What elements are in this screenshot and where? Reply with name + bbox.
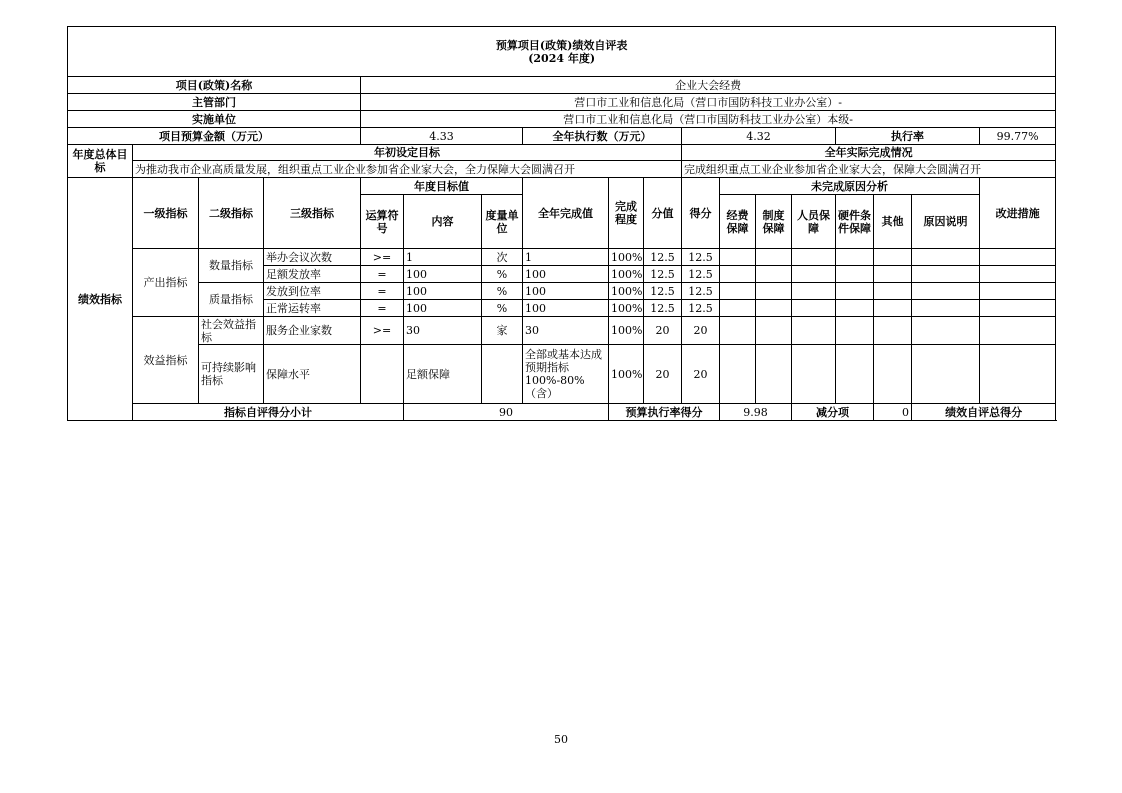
header-content: 内容 [404, 195, 482, 249]
indicator-name: 举办会议次数 [264, 249, 361, 266]
indicator-name: 发放到位率 [264, 283, 361, 300]
budget-value: 4.33 [361, 128, 523, 145]
indicator-degree: 100% [609, 317, 644, 345]
indicator-score: 20 [682, 317, 720, 345]
indicator-operator: = [361, 300, 404, 317]
project-name-label: 项目(政策)名称 [68, 77, 361, 94]
header-level3: 三级指标 [264, 178, 361, 249]
indicator-name: 足额发放率 [264, 266, 361, 283]
header-degree: 完成程度 [609, 178, 644, 249]
indicator-operator: = [361, 283, 404, 300]
header-unfinished: 未完成原因分析 [720, 178, 980, 195]
indicator-content: 30 [404, 317, 482, 345]
form-title-line1: 预算项目(政策)绩效自评表 [495, 38, 628, 52]
indicator-degree: 100% [609, 249, 644, 266]
group-quality: 质量指标 [199, 283, 264, 317]
indicator-name: 服务企业家数 [264, 317, 361, 345]
subtotal-value: 90 [404, 404, 609, 421]
indicator-score: 12.5 [682, 249, 720, 266]
indicator-degree: 100% [609, 283, 644, 300]
group-quantity: 数量指标 [199, 249, 264, 283]
header-score: 得分 [682, 178, 720, 249]
indicator-content: 100 [404, 266, 482, 283]
rate-label: 执行率 [836, 128, 980, 145]
budget-rate-value: 9.98 [720, 404, 792, 421]
indicator-degree: 100% [609, 345, 644, 404]
dept-label: 主管部门 [68, 94, 361, 111]
indicator-score: 12.5 [682, 266, 720, 283]
indicator-content: 100 [404, 283, 482, 300]
goal-initial-header: 年初设定目标 [133, 145, 682, 161]
goal-initial-text: 为推动我市企业高质量发展，组织重点工业企业参加省企业家大会，全力保障大会圆满召开 [133, 161, 682, 178]
indicator-content: 1 [404, 249, 482, 266]
budget-label: 项目预算金额（万元） [68, 128, 361, 145]
indicator-score: 20 [682, 345, 720, 404]
unit-label: 实施单位 [68, 111, 361, 128]
header-operator: 运算符号 [361, 195, 404, 249]
exec-value: 4.32 [682, 128, 836, 145]
rate-value: 99.77% [980, 128, 1056, 145]
header-reason-other: 其他 [874, 195, 912, 249]
header-score-value: 分值 [644, 178, 682, 249]
form-title-line2: (2024 年度) [528, 51, 596, 65]
group-sustain: 可持续影响指标 [199, 345, 264, 404]
group-output: 产出指标 [133, 249, 199, 317]
indicator-name: 保障水平 [264, 345, 361, 404]
indicator-operator: >= [361, 249, 404, 266]
header-improve: 改进措施 [980, 178, 1056, 249]
indicator-completed: 30 [523, 317, 609, 345]
unit-value: 营口市工业和信息化局（营口市国防科技工业办公室）本级- [361, 111, 1056, 128]
goal-label: 年度总体目标 [68, 145, 133, 178]
header-level1: 一级指标 [133, 178, 199, 249]
header-reason-note: 原因说明 [912, 195, 980, 249]
indicator-unit: % [482, 266, 523, 283]
indicator-score: 12.5 [682, 283, 720, 300]
indicator-operator [361, 345, 404, 404]
indicator-unit [482, 345, 523, 404]
project-name-value: 企业大会经费 [361, 77, 1056, 94]
indicator-score: 12.5 [682, 300, 720, 317]
indicator-score-value: 12.5 [644, 300, 682, 317]
indicator-operator: = [361, 266, 404, 283]
indicator-score-value: 12.5 [644, 249, 682, 266]
indicator-content: 100 [404, 300, 482, 317]
form-title [68, 27, 1056, 77]
indicator-completed: 全部或基本达成预期指标100%-80%（含） [523, 345, 609, 404]
header-reason-fund: 经费保障 [720, 195, 756, 249]
indicator-completed: 1 [523, 249, 609, 266]
goal-actual-text: 完成组织重点工业企业参加省企业家大会，保障大会圆满召开 [682, 161, 1056, 178]
indicator-score-value: 20 [644, 317, 682, 345]
indicator-unit: % [482, 283, 523, 300]
deduct-value: 0 [874, 404, 912, 421]
indicator-score-value: 12.5 [644, 283, 682, 300]
page-number: 50 [554, 733, 568, 746]
indicator-completed: 100 [523, 283, 609, 300]
subtotal-label: 指标自评得分小计 [133, 404, 404, 421]
goal-actual-header: 全年实际完成情况 [682, 145, 1056, 161]
dept-value: 营口市工业和信息化局（营口市国防科技工业办公室）- [361, 94, 1056, 111]
indicator-unit: 家 [482, 317, 523, 345]
exec-label: 全年执行数（万元） [523, 128, 682, 145]
indicator-unit: 次 [482, 249, 523, 266]
group-benefit: 效益指标 [133, 317, 199, 404]
header-reason-hardware: 硬件条件保障 [836, 195, 874, 249]
indicator-degree: 100% [609, 266, 644, 283]
indicators-section-label: 绩效指标 [68, 178, 133, 421]
indicator-content: 足额保障 [404, 345, 482, 404]
header-unit: 度量单位 [482, 195, 523, 249]
indicator-name: 正常运转率 [264, 300, 361, 317]
header-reason-staff: 人员保障 [792, 195, 836, 249]
deduct-label: 减分项 [792, 404, 874, 421]
indicator-operator: >= [361, 317, 404, 345]
header-level2: 二级指标 [199, 178, 264, 249]
header-annual-target: 年度目标值 [361, 178, 523, 195]
self-evaluation-form [67, 26, 1056, 421]
total-label: 绩效自评总得分 [912, 404, 1056, 421]
indicator-completed: 100 [523, 300, 609, 317]
header-reason-system: 制度保障 [756, 195, 792, 249]
indicator-unit: % [482, 300, 523, 317]
budget-rate-label: 预算执行率得分 [609, 404, 720, 421]
header-completed: 全年完成值 [523, 178, 609, 249]
indicator-score-value: 12.5 [644, 266, 682, 283]
indicator-completed: 100 [523, 266, 609, 283]
group-social: 社会效益指标 [199, 317, 264, 345]
indicator-degree: 100% [609, 300, 644, 317]
indicator-score-value: 20 [644, 345, 682, 404]
evaluation-table [67, 26, 1056, 421]
